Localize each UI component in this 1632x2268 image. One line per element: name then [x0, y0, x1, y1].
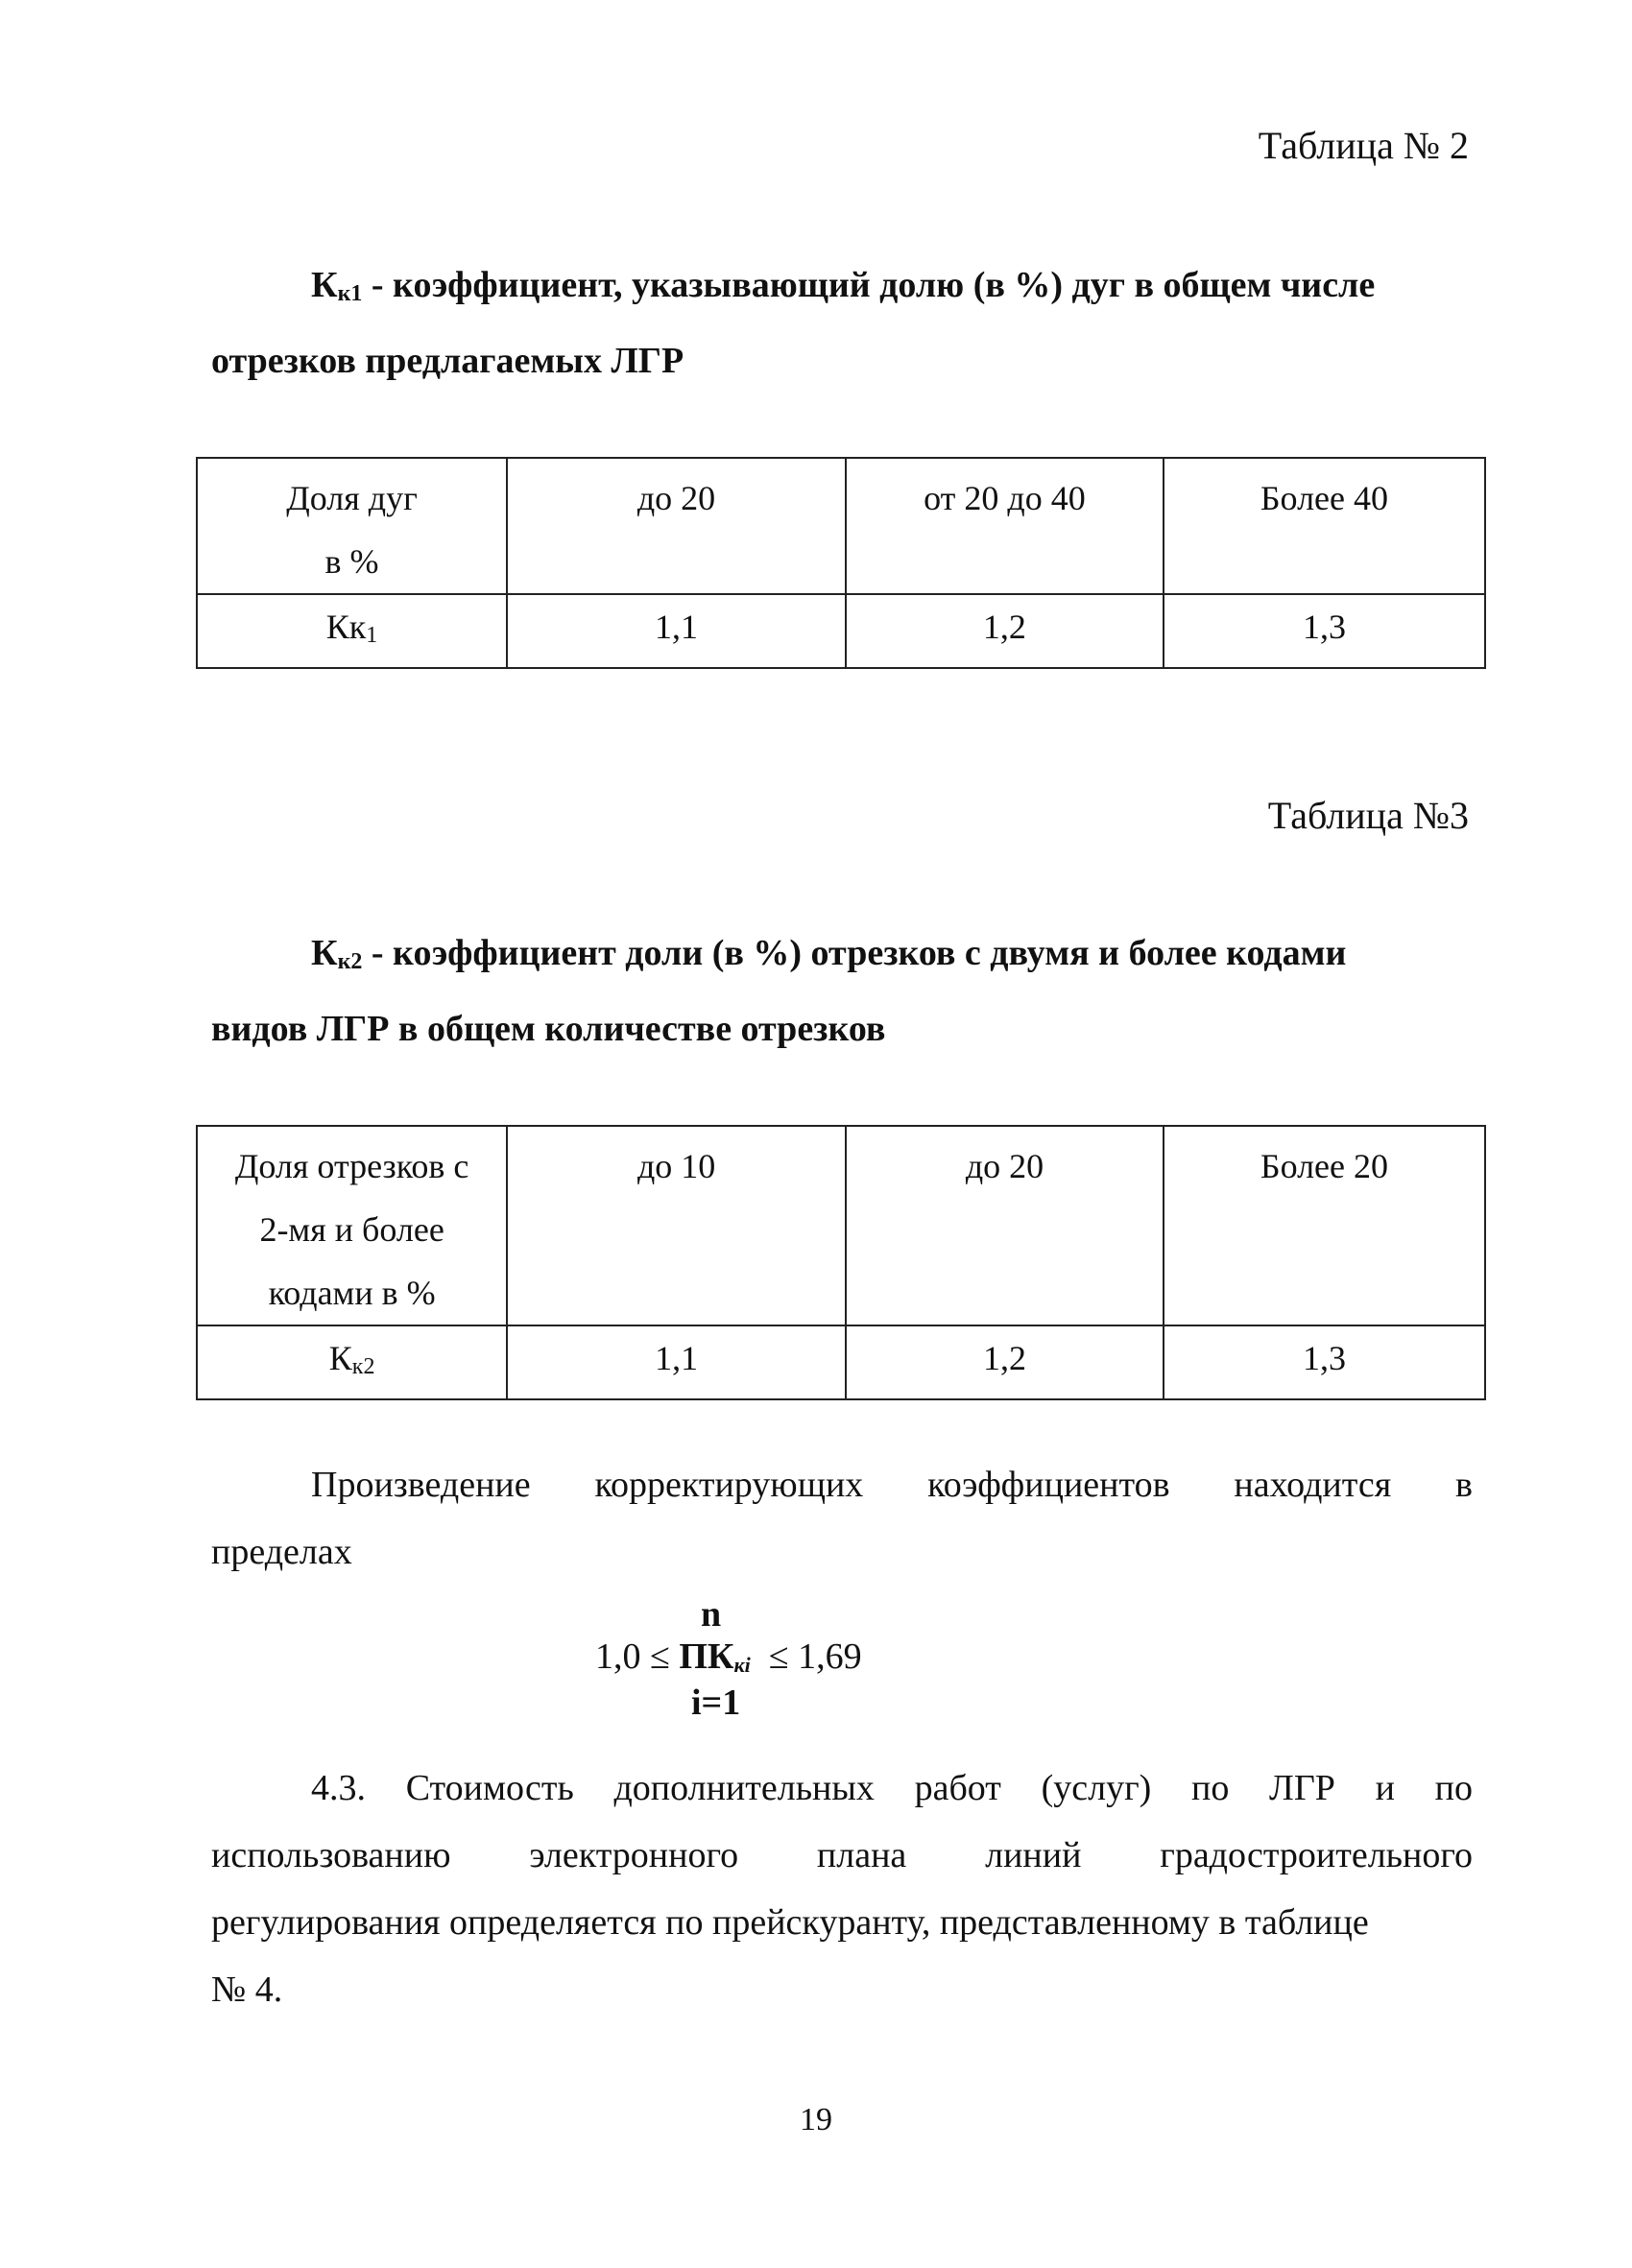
- word: градостроительного: [1160, 1835, 1473, 1875]
- header-text: кодами в %: [268, 1274, 436, 1312]
- value-text: 1,1: [655, 1339, 699, 1377]
- header-text: в %: [324, 542, 379, 581]
- page-number: 19: [800, 2102, 832, 2137]
- value-cell: [846, 1325, 1164, 1399]
- value-text: 1,1: [655, 608, 699, 646]
- word: коэффициентов: [927, 1465, 1170, 1505]
- coef-symbol: К: [311, 265, 338, 305]
- header-cell: [507, 1126, 846, 1325]
- row-subscript: 1: [366, 623, 378, 648]
- word: по: [1434, 1768, 1473, 1808]
- table-row: [197, 1325, 1485, 1399]
- word: ЛГР: [1269, 1768, 1335, 1808]
- word: корректирующих: [594, 1465, 864, 1505]
- row-label-cell: [197, 1325, 507, 1399]
- formula-left: 1,0 ≤: [595, 1636, 680, 1677]
- header-cell: [197, 1126, 507, 1325]
- word: (услуг): [1041, 1768, 1152, 1808]
- word: 4.3.: [311, 1768, 366, 1808]
- coef-symbol: К: [311, 933, 338, 973]
- header-text: от 20 до 40: [924, 479, 1086, 517]
- word: по: [1191, 1768, 1230, 1808]
- header-text: до 20: [965, 1147, 1044, 1185]
- row-label-cell: [197, 594, 507, 668]
- value-cell: [507, 594, 846, 668]
- header-text: Доля дуг: [286, 479, 418, 517]
- header-text: до 10: [636, 1147, 716, 1185]
- value-cell: [846, 594, 1164, 668]
- value-text: 1,3: [1302, 608, 1346, 646]
- value-text: 1,3: [1302, 1339, 1346, 1377]
- word: линий: [985, 1835, 1082, 1875]
- table-3: [196, 1125, 1486, 1400]
- paragraph-line: [211, 1822, 1473, 1889]
- paragraph-4-3: [211, 1755, 1473, 2023]
- word: Стоимость: [405, 1768, 574, 1808]
- word: в: [1455, 1465, 1473, 1505]
- table-2-heading: [211, 251, 1459, 394]
- header-cell: [846, 1126, 1164, 1325]
- header-text: до 20: [636, 479, 716, 517]
- formula-lower-limit: i=1: [691, 1683, 741, 1723]
- formula-symbol: ПК: [679, 1636, 734, 1677]
- word: электронного: [529, 1835, 739, 1875]
- paragraph-product: [211, 1451, 1473, 1586]
- table-2: [196, 457, 1486, 669]
- table-row: [197, 594, 1485, 668]
- value-cell: [507, 1325, 846, 1399]
- word: дополнительных: [613, 1768, 875, 1808]
- heading-line-1: - коэффициент доли (в %) отрезков с двумя и более кодами: [362, 933, 1347, 973]
- paragraph-line: пределах: [211, 1532, 352, 1572]
- word: находится: [1234, 1465, 1392, 1505]
- word: работ: [914, 1768, 1001, 1808]
- heading-line-2: видов ЛГР в общем количестве отрезков: [211, 1009, 886, 1049]
- header-text: 2-мя и более: [259, 1210, 444, 1249]
- header-cell: [507, 458, 846, 594]
- formula-upper-limit: n: [701, 1594, 722, 1635]
- table-3-heading: [211, 919, 1459, 1062]
- row-subscript: к2: [351, 1354, 375, 1379]
- header-cell: [1164, 1126, 1485, 1325]
- paragraph-line: [211, 1451, 1473, 1518]
- value-text: 1,2: [982, 1339, 1026, 1377]
- value-text: 1,2: [982, 608, 1026, 646]
- table-2-label: Таблица № 2: [1258, 124, 1469, 167]
- header-text: Более 40: [1260, 479, 1388, 517]
- formula-main: [595, 1635, 862, 1678]
- value-cell: [1164, 594, 1485, 668]
- header-text: Доля отрезков с: [234, 1147, 469, 1185]
- coef-subscript: к2: [337, 949, 363, 974]
- value-cell: [1164, 1325, 1485, 1399]
- header-cell: [1164, 458, 1485, 594]
- paragraph-line: № 4.: [211, 1970, 283, 2010]
- formula-symbol-sub: кi: [733, 1653, 751, 1677]
- word: Произведение: [311, 1465, 531, 1505]
- word: использованию: [211, 1835, 451, 1875]
- header-cell: [846, 458, 1164, 594]
- header-text: Более 20: [1260, 1147, 1389, 1185]
- table-row: [197, 458, 1485, 594]
- header-cell: [197, 458, 507, 594]
- formula-right: ≤ 1,69: [750, 1636, 862, 1677]
- heading-line-1: - коэффициент, указывающий долю (в %) дуг в общем числе: [362, 265, 1376, 305]
- row-symbol: К: [328, 1339, 352, 1377]
- paragraph-line: [211, 1755, 1473, 1822]
- row-symbol: Кк: [325, 608, 367, 646]
- word: плана: [816, 1835, 907, 1875]
- table-row: [197, 1126, 1485, 1325]
- heading-line-2: отрезков предлагаемых ЛГР: [211, 341, 684, 381]
- coef-subscript: к1: [337, 281, 363, 306]
- word: и: [1375, 1768, 1395, 1808]
- table-3-label: Таблица №3: [1267, 794, 1469, 837]
- paragraph-line: регулирования определяется по прейскуранту, представленному в таблице: [211, 1902, 1369, 1943]
